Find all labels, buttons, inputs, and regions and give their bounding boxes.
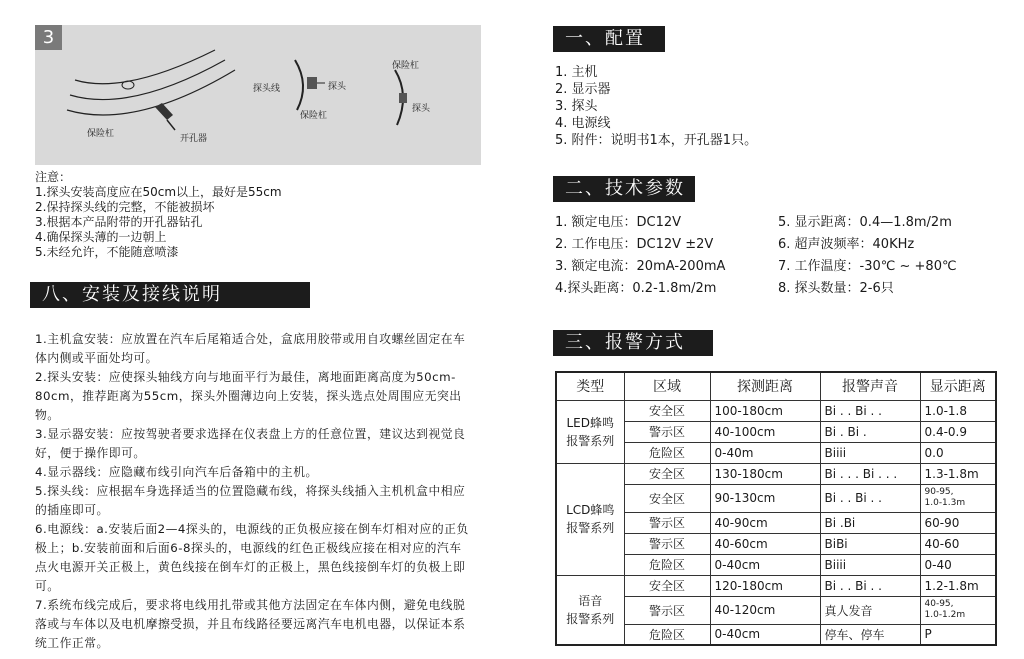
param-row — [555, 234, 995, 256]
display-cell: 1.3-1.8m — [920, 463, 996, 484]
note-line: 5.未经允许，不能随意喷漆 — [35, 245, 179, 259]
table-row — [556, 463, 996, 484]
distance-cell: 120-180cm — [710, 575, 820, 596]
section1-title: 一、配置 — [553, 26, 665, 52]
category-line: LED蜂鸣 — [566, 415, 614, 430]
config-list — [555, 64, 757, 149]
param-cell: 1. 额定电压：DC12V — [555, 215, 682, 230]
category-line: LCD蜂鸣 — [566, 503, 615, 517]
zone-cell: 警示区 — [624, 596, 710, 624]
display-cell: 60-90 — [920, 512, 996, 533]
section8-body — [35, 330, 470, 653]
sound-cell: Bi . . . Bi . . . — [820, 463, 920, 484]
note-line: 1.探头安装高度应在50cm以上，最好是55cm — [35, 185, 282, 199]
distance-cell: 40-120cm — [710, 596, 820, 624]
drill-label: 开孔器 — [180, 134, 208, 144]
section3-title: 三、报警方式 — [553, 330, 713, 356]
display-cell — [920, 484, 996, 512]
illustration-panel — [35, 25, 481, 165]
note-line: 4.确保探头薄的一边朝上 — [35, 230, 167, 244]
table-header: 探测距离 — [710, 372, 820, 400]
table-header: 类型 — [556, 372, 624, 400]
zone-cell: 危险区 — [624, 554, 710, 575]
zone-cell: 安全区 — [624, 463, 710, 484]
config-item: 5. 附件：说明书1本，开孔器1只。 — [555, 133, 758, 148]
table-row — [556, 575, 996, 596]
sound-cell: Bi . . Bi . . — [820, 575, 920, 596]
param-row — [555, 212, 995, 234]
sound-cell: Bi .Bi — [820, 512, 920, 533]
probe-label-right: 探头 — [412, 104, 431, 114]
category-line: 报警系列 — [566, 521, 615, 535]
distance-cell: 90-130cm — [710, 484, 820, 512]
zone-cell: 安全区 — [624, 575, 710, 596]
zone-cell: 安全区 — [624, 400, 710, 421]
param-cell: 4.探头距离：0.2-1.8m/2m — [555, 281, 717, 296]
sound-cell: Bi . Bi . — [820, 421, 920, 442]
note-line: 3.根据本产品附带的开孔器钻孔 — [35, 215, 203, 229]
zone-cell: 警示区 — [624, 512, 710, 533]
param-cell: 6. 超声波频率：40KHz — [778, 237, 915, 252]
display-cell: 0.4-0.9 — [920, 421, 996, 442]
install-paragraph: 7.系统布线完成后，要求将电线用扎带或其他方法固定在车体内侧，避免电线脱落或与车体以及电机摩擦受损，并且布线路径要远离汽车电机电器，以保证本系统工作正常。 — [35, 598, 466, 650]
config-item: 2. 显示器 — [555, 82, 611, 97]
config-item: 4. 电源线 — [555, 116, 611, 131]
param-cell: 7. 工作温度：-30℃ ~ +80℃ — [778, 259, 957, 274]
display-line: 40-95, — [924, 599, 954, 609]
sound-cell: Bi . . Bi . . — [820, 400, 920, 421]
display-cell: 1.2-1.8m — [920, 575, 996, 596]
bumper-label-left: 保险杠 — [87, 129, 115, 139]
display-cell: 1.0-1.8 — [920, 400, 996, 421]
category-line: 报警系列 — [566, 611, 615, 626]
table-header-row — [556, 372, 996, 400]
display-line: 90-95, — [924, 487, 954, 497]
param-cell: 3. 额定电流：20mA-200mA — [555, 259, 726, 274]
install-paragraph: 4.显示器线：应隐藏布线引向汽车后备箱中的主机。 — [35, 465, 318, 479]
install-paragraph: 5.探头线：应根据车身选择适当的位置隐藏布线，将探头线插入主机机盒中相应的插座即可。 — [35, 484, 466, 517]
tech-params — [555, 212, 995, 300]
display-line: 1.0-1.2m — [924, 610, 966, 620]
note-line: 2.保持探头线的完整，不能被损坏 — [35, 200, 215, 214]
table-row — [556, 400, 996, 421]
bumper-label-mid: 保险杠 — [300, 111, 328, 121]
display-line: 1.0-1.3m — [924, 498, 966, 508]
zone-cell: 警示区 — [624, 533, 710, 554]
display-cell: 40-60 — [920, 533, 996, 554]
install-paragraph: 1.主机盒安装：应放置在汽车后尾箱适合处，盒底用胶带或用自攻螺丝固定在车体内侧或平面处均可。 — [35, 332, 466, 365]
param-cell: 5. 显示距离：0.4—1.8m/2m — [778, 215, 952, 230]
distance-cell: 40-100cm — [710, 421, 820, 442]
section8-title: 八、安装及接线说明 — [30, 282, 310, 308]
zone-cell: 安全区 — [624, 484, 710, 512]
zone-cell: 危险区 — [624, 624, 710, 645]
zone-cell: 警示区 — [624, 421, 710, 442]
installation-illustration — [35, 25, 481, 165]
table-header: 报警声音 — [820, 372, 920, 400]
alarm-table — [555, 371, 997, 646]
table-header: 区域 — [624, 372, 710, 400]
param-cell: 8. 探头数量：2-6只 — [778, 281, 894, 296]
config-item: 3. 探头 — [555, 99, 598, 114]
config-item: 1. 主机 — [555, 65, 598, 80]
param-row — [555, 278, 995, 300]
alarm-table-body — [556, 400, 996, 645]
display-cell: 0-40 — [920, 554, 996, 575]
distance-cell: 0-40cm — [710, 624, 820, 645]
sound-cell: 停车、停车 — [820, 624, 920, 645]
distance-cell: 0-40m — [710, 442, 820, 463]
display-cell: P — [920, 624, 996, 645]
probe-line-label: 探头线 — [253, 84, 281, 94]
section2-title: 二、技术参数 — [553, 176, 695, 202]
category-line: 语音 — [578, 593, 603, 608]
table-header: 显示距离 — [920, 372, 996, 400]
category-cell — [556, 463, 624, 575]
distance-cell: 40-60cm — [710, 533, 820, 554]
sound-cell: 真人发音 — [820, 596, 920, 624]
sound-cell: Bi . . Bi . . — [820, 484, 920, 512]
distance-cell: 0-40cm — [710, 554, 820, 575]
category-cell — [556, 575, 624, 645]
zone-cell: 危险区 — [624, 442, 710, 463]
bumper-label-right: 保险杠 — [392, 61, 420, 71]
note-line: 注意： — [35, 170, 72, 184]
panel-number: 3 — [35, 25, 62, 50]
param-cell: 2. 工作电压：DC12V ±2V — [555, 237, 714, 252]
distance-cell: 130-180cm — [710, 463, 820, 484]
install-paragraph: 3.显示器安装：应按驾驶者要求选择在仪表盘上方的任意位置，建议达到视觉良好，便于操作即可。 — [35, 427, 466, 460]
sound-cell: Biiii — [820, 442, 920, 463]
sound-cell: BiBi — [820, 533, 920, 554]
install-paragraph: 6.电源线：a.安装后面2—4探头的，电源线的正负极应接在倒车灯相对应的正负极上；b.安装前面和后面6-8探头的，电源线的红色正极线应接在相对应的汽车点火电源开关正极上，黄色线接在倒车灯的正极上，黑色线接倒车灯的负极上即可。 — [35, 522, 469, 593]
notes-list — [35, 170, 475, 260]
category-cell — [556, 400, 624, 463]
install-paragraph: 2.探头安装：应使探头轴线方向与地面平行为最佳，离地面距离高度为50cm-80cm，推荐距离为55cm，探头外圈薄边向上安装，探头选点处周围应无突出物。 — [35, 370, 462, 422]
display-cell — [920, 596, 996, 624]
display-cell: 0.0 — [920, 442, 996, 463]
distance-cell: 100-180cm — [710, 400, 820, 421]
param-row — [555, 256, 995, 278]
distance-cell: 40-90cm — [710, 512, 820, 533]
probe-label-mid: 探头 — [328, 82, 347, 92]
sound-cell: Biiii — [820, 554, 920, 575]
category-line: 报警系列 — [566, 433, 615, 448]
